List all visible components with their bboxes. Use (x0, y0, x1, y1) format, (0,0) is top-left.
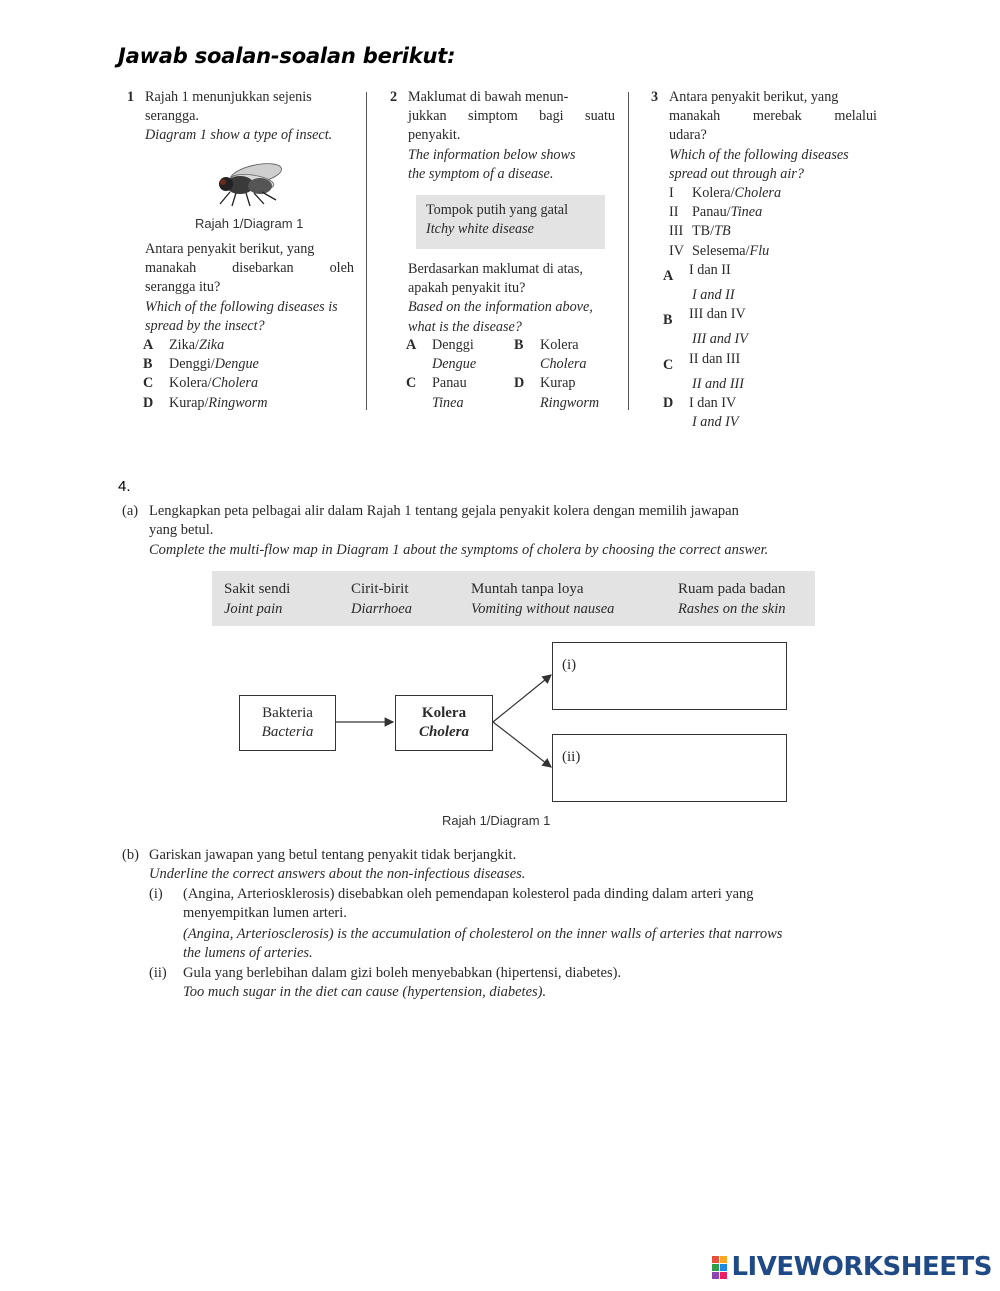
liveworksheets-icon (712, 1256, 727, 1279)
list-item: IV Selesema/Flu (669, 242, 770, 259)
choice-joint-pain[interactable]: Sakit sendi Joint pain (224, 581, 291, 617)
arrow-center-to-blank-1 (493, 675, 551, 722)
choice-vomiting[interactable]: Muntah tanpa loya Vomiting without nausea (471, 581, 615, 617)
option-b[interactable]: B III dan IV III and IV (663, 306, 748, 348)
option-d[interactable]: D Kurap Ringworm (514, 375, 600, 411)
arrow-center-to-blank-2 (493, 722, 551, 767)
option-c[interactable]: C II dan III II and III (663, 350, 744, 392)
question-2: 2 Maklumat di bawah menun- jukkan simptom bagi suatu penyakit. The information below shows the symptom of a disease. (390, 89, 615, 182)
question-4-number: 4. (118, 478, 131, 495)
option-d[interactable]: D I dan IV I and IV (663, 395, 739, 431)
question-2-body: Berdasarkan maklumat di atas, apakah penyakit itu? Based on the information above, what is the disease? (408, 261, 593, 335)
answer-blank-2[interactable]: (ii) (552, 734, 787, 802)
option-a[interactable]: A Zika/ Zika (143, 337, 225, 354)
question-4a: (a) Lengkapkan peta pelbagai alir dalam Rajah 1 tentang gejala penyakit kolera dengan memilih jawapan yang betul. Complete the multi-flow map in Diagram 1 about the symptoms of cholera by choosing the correct answer. (122, 503, 769, 558)
option-a[interactable]: A I dan II I and II (663, 261, 735, 304)
question-4b: (b) Gariskan jawapan yang betul tentang penyakit tidak berjangkit. Underline the correct answers about the non-infectious diseases. (i) (Angina, Arteriosklerosis) disebabkan oleh pemendapan kolesterol pada dinding dalam arteri yang menyempitkan lumen arteri. (Angina, Arteriosclerosis) is the accumulation of cholesterol on the inner walls of arteries that narrows the lumens of arteries. (ii) Gula yang berlebihan dalam gizi boleh menyebabkan (hipertensi, diabetes). Too much sugar in the diet can cause (hypertension, diabetes). (122, 846, 882, 1002)
option-b[interactable]: B Kolera Cholera (514, 337, 587, 373)
option-c[interactable]: C Kolera/ Cholera (143, 375, 259, 392)
figure-caption: Rajah 1/Diagram 1 (195, 216, 304, 231)
flow-caption: Rajah 1/Diagram 1 (442, 813, 551, 828)
answer-blank-1[interactable]: (i) (552, 642, 787, 710)
choice-diarrhoea[interactable]: Cirit-birit Diarrhoea (351, 581, 412, 617)
question-1: 1 Rajah 1 menunjukkan sejenis serangga. Diagram 1 show a type of insect. (127, 89, 333, 144)
list-item: I Kolera/Cholera (669, 185, 782, 202)
option-c[interactable]: C Panau Tinea (406, 375, 467, 411)
question-1-body: Antara penyakit berikut, yang manakah disebarkan oleh serangga itu? Which of the following diseases is spread by the insect? A Zika/ Zika B Denggi/ Dengue C Kolera/ Cholera D Kurap/ Ringworm (145, 240, 354, 413)
choice-rashes[interactable]: Ruam pada badan Rashes on the skin (678, 581, 786, 617)
question-3: 3 Antara penyakit berikut, yang manakah merebak melalui udara? Which of the following diseases spread out through air? I Kolera/Cholera II Panau/Tinea III TB/TB IV Selesema/Flu A I dan II I and II B III dan IV III and IV C II dan III II and III D I dan IV I and IV (651, 88, 877, 432)
list-item: II Panau/Tinea (669, 204, 763, 221)
option-d[interactable]: D Kurap/ Ringworm (143, 394, 268, 411)
flow-center-box: Kolera Cholera (395, 695, 493, 751)
question-4b-ii[interactable]: (ii) Gula yang berlebihan dalam gizi boleh menyebabkan (hipertensi, diabetes). Too much sugar in the diet can cause (hypertension, diabetes). (149, 965, 622, 1000)
option-a[interactable]: A Denggi Dengue (406, 337, 477, 373)
info-box: Tompok putih yang gatal Itchy white disease (416, 195, 605, 249)
page-title: Jawab soalan-soalan berikut: (118, 44, 456, 68)
question-number: 1 (127, 89, 135, 105)
liveworksheets-logo: LIVEWORKSHEETS (712, 1252, 992, 1282)
question-4b-i[interactable]: (i) (Angina, Arteriosklerosis) disebabkan oleh pemendapan kolesterol pada dinding dalam arteri yang menyempitkan lumen arteri. (Angina, Arteriosclerosis) is the accumulation of cholesterol on the inner walls of arteries that narrows the lumens of arteries. (149, 886, 783, 961)
list-item: III TB/TB (669, 223, 731, 240)
option-b[interactable]: B Denggi/ Dengue (143, 356, 259, 373)
flow-cause-box: Bakteria Bacteria (239, 695, 336, 751)
